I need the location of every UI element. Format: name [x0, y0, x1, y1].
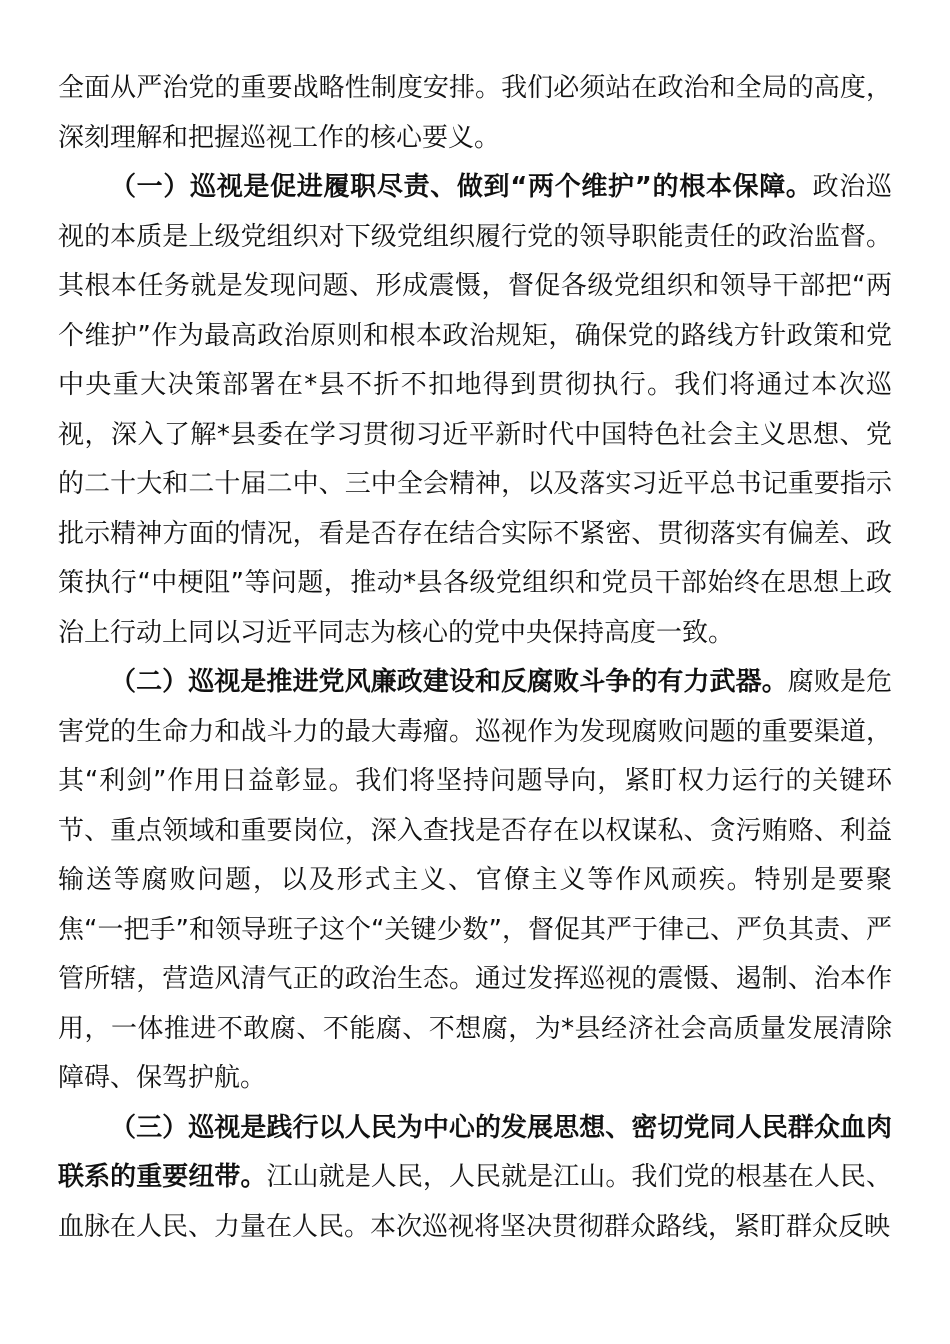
- paragraph-body: 政治巡视的本质是上级党组织对下级党组织履行党的领导职能责任的政治监督。其根本任务就是发现问题、形成震慑，督促各级党组织和领导干部把“两个维护”作为最高政治原则和根本政治规矩，确保党的路线方针政策和党中央重大决策部署在*县不折不扣地得到贯彻执行。我们将通过本次巡视，深入了解*县委在学习贯彻习近平新时代中国特色社会主义思想、党的二十大和二十届二中、三中全会精神，以及落实习近平总书记重要指示批示精神方面的情况，看是否存在结合实际不紧密、贯彻落实有偏差、政策执行“中梗阻”等问题，推动*县各级党组织和党员干部始终在思想上政治上行动上同以习近平同志为核心的党中央保持高度一致。: [58, 172, 892, 648]
- paragraph-section-1: [58, 163, 892, 658]
- section-heading: （三）巡视是践行以人民为中心的发展思想、密切党同人民群众血肉联系的重要纽带。: [58, 1112, 892, 1192]
- paragraph-section-2: [58, 658, 892, 1104]
- paragraph-body: 江山就是人民，人民就是江山。我们党的根基在人民、血脉在人民、力量在人民。本次巡视将坚决贯彻群众路线，紧盯群众反映: [58, 1162, 892, 1242]
- paragraph-section-3: [58, 1104, 892, 1253]
- paragraph-intro-continuation: [58, 64, 892, 163]
- document-page: [58, 64, 892, 1252]
- paragraph-body: 腐败是危害党的生命力和战斗力的最大毒瘤。巡视作为发现腐败问题的重要渠道，其“利剑”作用日益彰显。我们将坚持问题导向，紧盯权力运行的关键环节、重点领域和重要岗位，深入查找是否存在以权谋私、贪污贿赂、利益输送等腐败问题，以及形式主义、官僚主义等作风顽疾。特别是要聚焦“一把手”和领导班子这个“关键少数”，督促其严于律己、严负其责、严管所辖，营造风清气正的政治生态。通过发挥巡视的震慑、遏制、治本作用，一体推进不敢腐、不能腐、不想腐，为*县经济社会高质量发展清除障碍、保驾护航。: [58, 667, 892, 1093]
- section-heading: （二）巡视是推进党风廉政建设和反腐败斗争的有力武器。: [110, 667, 788, 697]
- paragraph-body: 全面从严治党的重要战略性制度安排。我们必须站在政治和全局的高度，深刻理解和把握巡视工作的核心要义。: [58, 73, 892, 153]
- section-heading: （一）巡视是促进履职尽责、做到“两个维护”的根本保障。: [110, 172, 813, 202]
